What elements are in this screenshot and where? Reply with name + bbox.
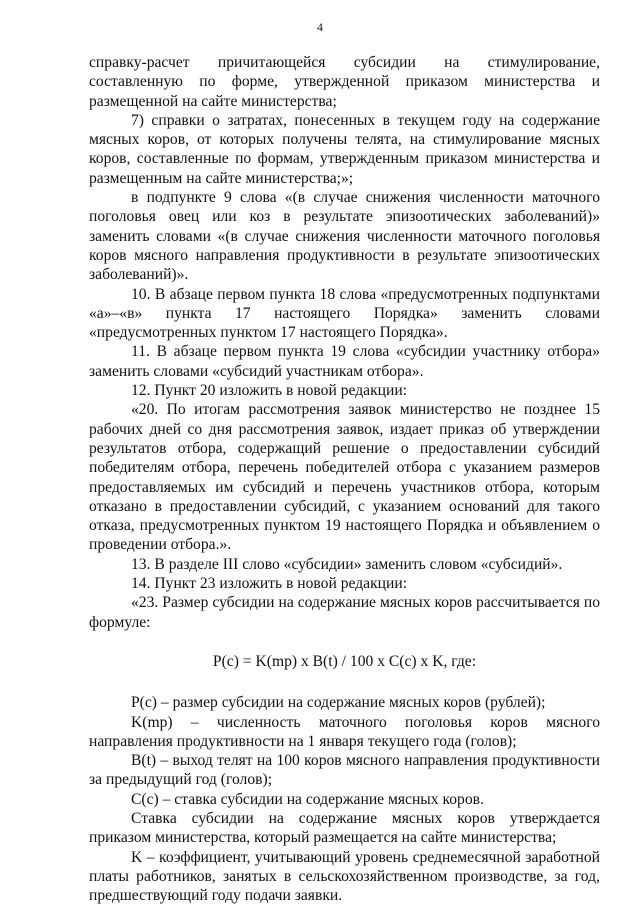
document-body bbox=[89, 53, 600, 905]
paragraph-point-20: «20. По итогам рассмотрения заявок министерство не позднее 15 рабочих дней со дня рассмотрения заявок, издает приказ об утверждении результатов отбора, содержащий решение о предоставлении субсидий победителям отбора, перечень победителей отбора с указанием размеров предоставляемых им субсидий и перечень участников отбора, которым отказано в предоставлении субсидий, с указанием оснований для такого отказа, предусмотренных пунктом 19 настоящего Порядка и объявлением о проведении отбора.». bbox=[89, 401, 600, 554]
paragraph-item-7: 7) справки о затратах, понесенных в текущем году на содержание мясных коров, от которых получены телята, на стимулирование мясных коров, составленные по формам, утвержденным приказом министерства и размещенным на сайте министерства;»; bbox=[89, 111, 600, 187]
paragraph-item-12: 12. Пункт 20 изложить в новой редакции: bbox=[131, 382, 408, 400]
definition-kmp: K(mp) – численность маточного поголовья коров мясного направления продуктивности на 1 января текущего года (голов); bbox=[89, 713, 600, 750]
paragraph-item-13: 13. В разделе III слово «субсидии» заменить словом «субсидий». bbox=[131, 555, 563, 573]
definition-k: K – коэффициент, учитывающий уровень среднемесячной заработной платы работников, занятых в сельскохозяйственном производстве, за год, предшествующий году подачи заявки. bbox=[89, 848, 600, 905]
paragraph-item-10: 10. В абзаце первом пункта 18 слова «предусмотренных подпунктами «а»–«в» пункта 17 настоящего Порядка» заменить словами «предусмотренных пунктом 17 настоящего Порядка». bbox=[89, 285, 600, 342]
definition-bt: B(t) – выход телят на 100 коров мясного направления продуктивности за предыдущий год (голов); bbox=[89, 752, 600, 789]
paragraph-item-14: 14. Пункт 23 изложить в новой редакции: bbox=[131, 575, 408, 593]
definition-rate: Ставка субсидии на содержание мясных коров утверждается приказом министерства, который размещается на сайте министерства; bbox=[89, 809, 600, 847]
paragraph-subitem-9: в подпункте 9 слова «(в случае снижения численности маточного поголовья овец или коз в результате эпизоотических заболеваний)» заменить словами «(в случае снижения численности маточного поголовья коров мясного направления продуктивности в результате эпизоотических заболеваний)». bbox=[89, 189, 600, 284]
page-number: 4 bbox=[317, 20, 323, 34]
paragraph-point-23: «23. Размер субсидии на содержание мясных коров рассчитывается по формуле: bbox=[89, 594, 600, 631]
definition-cc: C(c) – ставка субсидии на содержание мясных коров. bbox=[131, 790, 484, 808]
paragraph-subsidy-calculation: справку-расчет причитающейся субсидии на стимулирование, составленную по форме, утвержденной приказом министерства и размещенной на сайте министерства; bbox=[89, 54, 600, 110]
definition-pc: P(c) – размер субсидии на содержание мясных коров (рублей); bbox=[131, 694, 546, 712]
paragraph-item-11: 11. В абзаце первом пункта 19 слова «субсидии участнику отбора» заменить словами «субсидий участникам отбора». bbox=[89, 343, 600, 380]
subsidy-formula: P(c) = K(mp) x B(t) / 100 x C(c) x K, где: bbox=[212, 652, 477, 670]
